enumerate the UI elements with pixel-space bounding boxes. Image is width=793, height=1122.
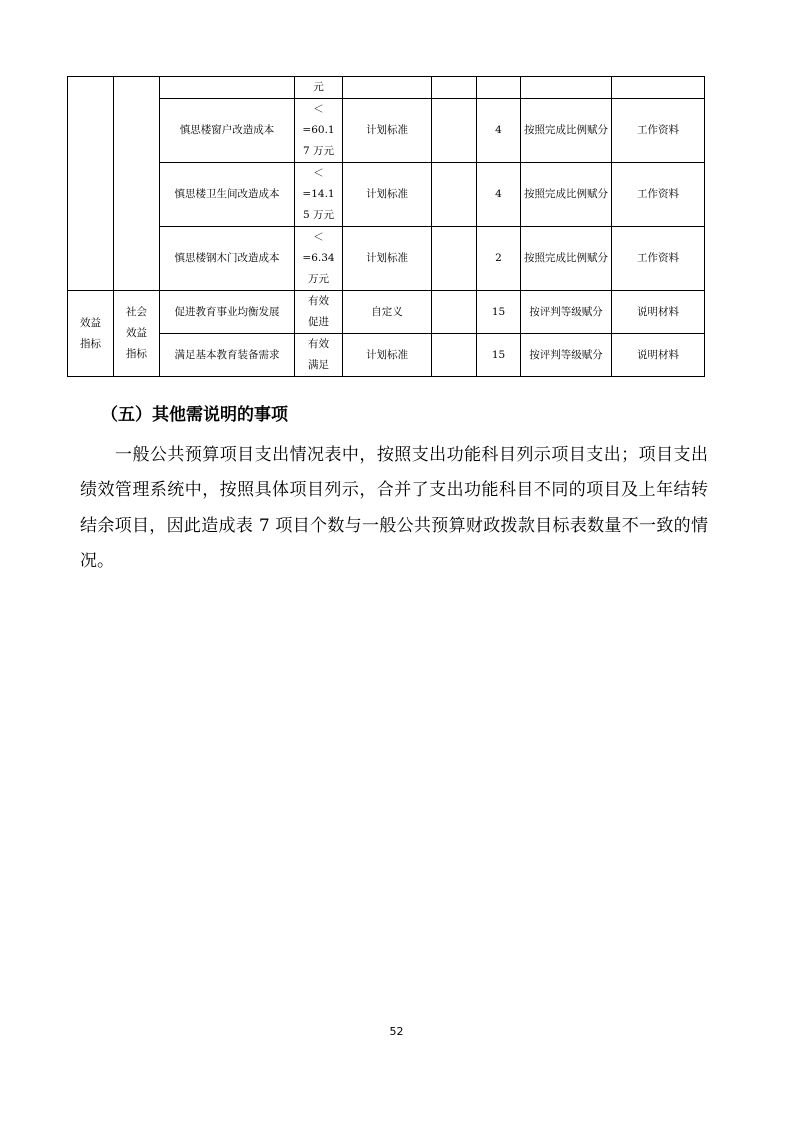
value-line: ＜ [313, 103, 324, 115]
value-line: 7 万元 [302, 145, 335, 157]
value-line: =60.1 [302, 124, 335, 136]
basis-cell: 计划标准 [343, 99, 432, 163]
scoring-method-cell: 按照完成比例赋分 [521, 99, 612, 163]
table-row [68, 291, 705, 334]
evidence-cell: 工作资料 [612, 163, 705, 227]
scoring-method-cell: 按照完成比例赋分 [521, 163, 612, 227]
indicator-value-cell: 有效满足 [295, 334, 343, 377]
value-line: ＜ [313, 231, 324, 243]
blank-cell [432, 227, 477, 291]
indicator-name-cell: 慎思楼钢木门改造成本 [160, 227, 295, 291]
indicator-name-cell: 慎思楼卫生间改造成本 [160, 163, 295, 227]
indicator-name-cell: 满足基本教育装备需求 [160, 334, 295, 377]
blank-cell [432, 291, 477, 334]
indicator-value-cell: 元 [295, 77, 343, 99]
basis-cell: 自定义 [343, 291, 432, 334]
value-line: ＜ [313, 167, 324, 179]
weight-cell: 2 [477, 227, 521, 291]
indicator-value-cell: 有效促进 [295, 291, 343, 334]
indicator-value-cell [295, 227, 343, 291]
indicator-name-cell: 促进教育事业均衡发展 [160, 291, 295, 334]
evidence-cell: 说明材料 [612, 334, 705, 377]
section-heading: （五）其他需说明的事项 [101, 405, 288, 425]
level1-indicator-cell: 效益指标 [68, 291, 114, 377]
level1-indicator-cell [68, 77, 114, 291]
weight-cell: 15 [477, 291, 521, 334]
weight-cell: 15 [477, 334, 521, 377]
page-number: 52 [389, 1025, 404, 1038]
blank-cell [432, 99, 477, 163]
evidence-cell: 说明材料 [612, 291, 705, 334]
scoring-method-cell: 按评判等级赋分 [521, 334, 612, 377]
blank-cell [432, 77, 477, 99]
basis-cell: 计划标准 [343, 227, 432, 291]
table-row [68, 334, 705, 377]
section-body-paragraph: 一般公共预算项目支出情况表中，按照支出功能科目列示项目支出；项目支出绩效管理系统中，按照具体项目列示，合并了支出功能科目不同的项目及上年结转结余项目，因此造成表 7 项目个数与一般公共预算财政拨款目标表数量不一致的情况。 [80, 445, 708, 572]
basis-cell [343, 77, 432, 99]
blank-cell [432, 334, 477, 377]
table-row [68, 163, 705, 227]
table-row-continued [68, 77, 705, 99]
table-row [68, 227, 705, 291]
value-line: =14.1 [302, 188, 335, 200]
weight-cell: 4 [477, 99, 521, 163]
weight-cell: 4 [477, 163, 521, 227]
value-line: =6.34 [302, 252, 335, 264]
scoring-method-cell [521, 77, 612, 99]
level2-indicator-cell [114, 77, 160, 291]
performance-indicator-table [67, 76, 705, 377]
evidence-cell: 工作资料 [612, 99, 705, 163]
value-line: 万元 [308, 273, 329, 285]
weight-cell [477, 77, 521, 99]
evidence-cell: 工作资料 [612, 227, 705, 291]
indicator-name-cell: 慎思楼窗户改造成本 [160, 99, 295, 163]
scoring-method-cell: 按照完成比例赋分 [521, 227, 612, 291]
basis-cell: 计划标准 [343, 334, 432, 377]
scoring-method-cell: 按评判等级赋分 [521, 291, 612, 334]
indicator-value-cell [295, 163, 343, 227]
indicator-name-cell [160, 77, 295, 99]
value-line: 5 万元 [302, 209, 335, 221]
table-row [68, 99, 705, 163]
blank-cell [432, 163, 477, 227]
indicator-value-cell [295, 99, 343, 163]
evidence-cell [612, 77, 705, 99]
level2-indicator-cell: 社会效益指标 [114, 291, 160, 377]
basis-cell: 计划标准 [343, 163, 432, 227]
